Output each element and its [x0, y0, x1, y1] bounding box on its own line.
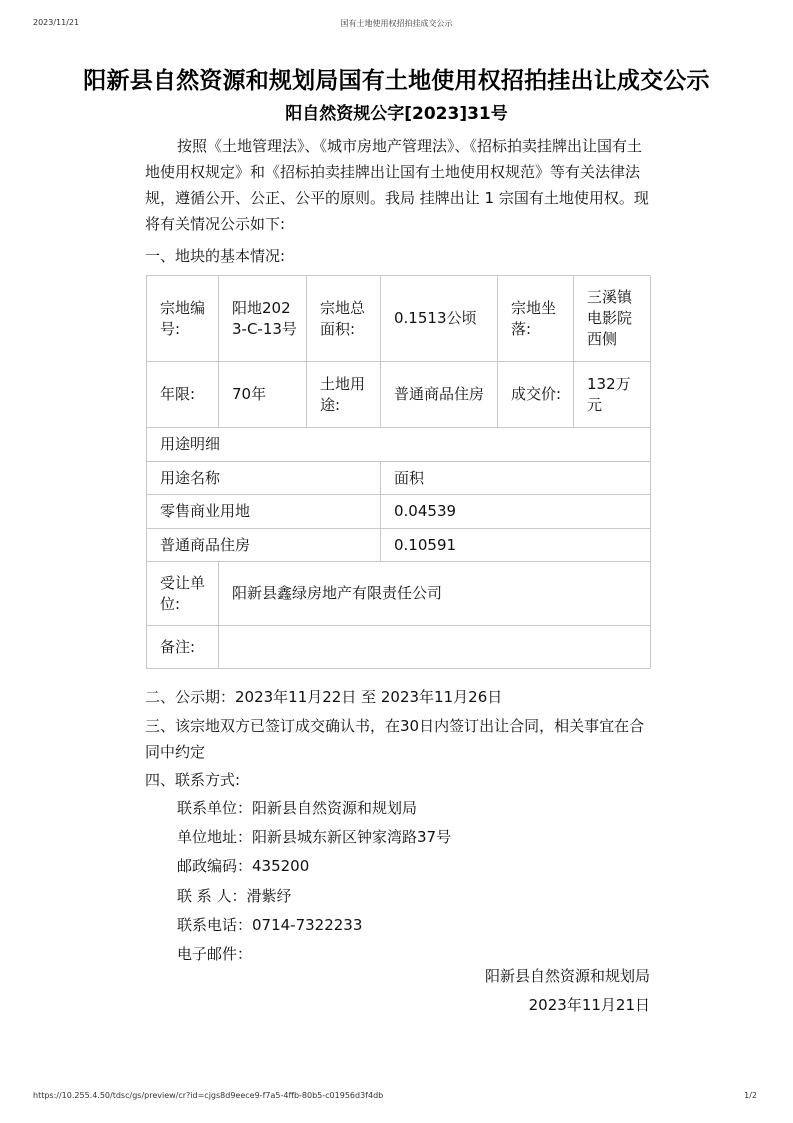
contact-address: 单位地址：阳新县城东新区钟家湾路37号: [177, 828, 452, 847]
table-row: [147, 362, 651, 428]
document-number: 阳自然资规公字[2023]31号: [285, 104, 508, 124]
parcel-no-label: 宗地编号:: [147, 276, 219, 362]
intro-paragraph: 按照《土地管理法》、《城市房地产管理法》、《招标拍卖挂牌出让国有土地使用权规定》和《招标拍卖挂牌出让国有土地使用权规范》等有关法律法规，遵循公开、公正、公平的原则。我局 挂牌出让 1 宗国有土地使用权。现将有关情况公示如下:: [145, 137, 649, 233]
signature-block: [485, 962, 650, 1020]
section-3-contract: 三、该宗地双方已签订成交确认书，在30日内签订出让合同，相关事宜在合同中约定: [145, 717, 645, 761]
section-1-heading: 一、地块的基本情况:: [145, 247, 286, 265]
section-4-heading: 四、联系方式:: [145, 771, 241, 789]
location-label: 宗地坐落:: [498, 276, 574, 362]
use-detail-heading: 用途明细: [147, 428, 651, 462]
use-row-area: 0.10591: [381, 529, 651, 562]
after-table-block: [145, 684, 650, 793]
use-value: 普通商品住房: [381, 362, 498, 428]
table-row: [147, 495, 651, 529]
area-header: 面积: [381, 462, 651, 495]
use-name-header: 用途名称: [147, 462, 381, 495]
print-page-title: 国有土地使用权招拍挂成交公示: [340, 19, 453, 28]
term-label: 年限:: [147, 362, 219, 428]
parcel-no-value: 阳地2023-C-13号: [219, 276, 307, 362]
table-row: [147, 276, 651, 362]
use-row-name: 零售商业用地: [147, 495, 381, 529]
use-row-area: 0.04539: [381, 495, 651, 529]
contact-postcode: 邮政编码：435200: [177, 857, 310, 876]
signature-date: 2023年11月21日: [528, 996, 650, 1014]
total-area-label: 宗地总面积:: [307, 276, 381, 362]
contact-person: 联 系 人：滑紫纾: [177, 886, 292, 905]
table-row: [147, 626, 651, 669]
transferee-label: 受让单位:: [147, 562, 219, 626]
contact-phone: 联系电话：0714-7322233: [177, 915, 363, 934]
table-row: [147, 428, 651, 462]
table-row: [147, 529, 651, 562]
table-row: [147, 562, 651, 626]
price-label: 成交价:: [498, 362, 574, 428]
page-url: https://10.255.4.50/tdsc/gs/preview/cr?id=cjgs8d9eece9-f7a5-4ffb-80b5-c01956d3f4db: [33, 1091, 384, 1100]
total-area-value: 0.1513公顷: [381, 276, 498, 362]
use-row-name: 普通商品住房: [147, 529, 381, 562]
transferee-value: 阳新县鑫绿房地产有限责任公司: [219, 562, 651, 626]
contact-list: [177, 794, 451, 969]
section-2-publicity-period: 二、公示期：2023年11月22日 至 2023年11月26日: [145, 688, 503, 706]
remarks-label: 备注:: [147, 626, 219, 669]
price-value: 132万元: [574, 362, 651, 428]
table-row: [147, 462, 651, 495]
use-label: 土地用途:: [307, 362, 381, 428]
print-date: 2023/11/21: [33, 18, 80, 27]
signature-org: 阳新县自然资源和规划局: [484, 967, 650, 985]
term-value: 70年: [219, 362, 307, 428]
location-value: 三溪镇电影院西侧: [574, 276, 651, 362]
contact-unit: 联系单位：阳新县自然资源和规划局: [177, 799, 418, 817]
plot-info-table: [146, 275, 651, 669]
remarks-value: [219, 626, 651, 669]
page-number: 1/2: [744, 1091, 757, 1100]
page-title: 阳新县自然资源和规划局国有土地使用权招拍挂出让成交公示: [83, 68, 710, 94]
contact-email: 电子邮件：: [177, 945, 253, 964]
